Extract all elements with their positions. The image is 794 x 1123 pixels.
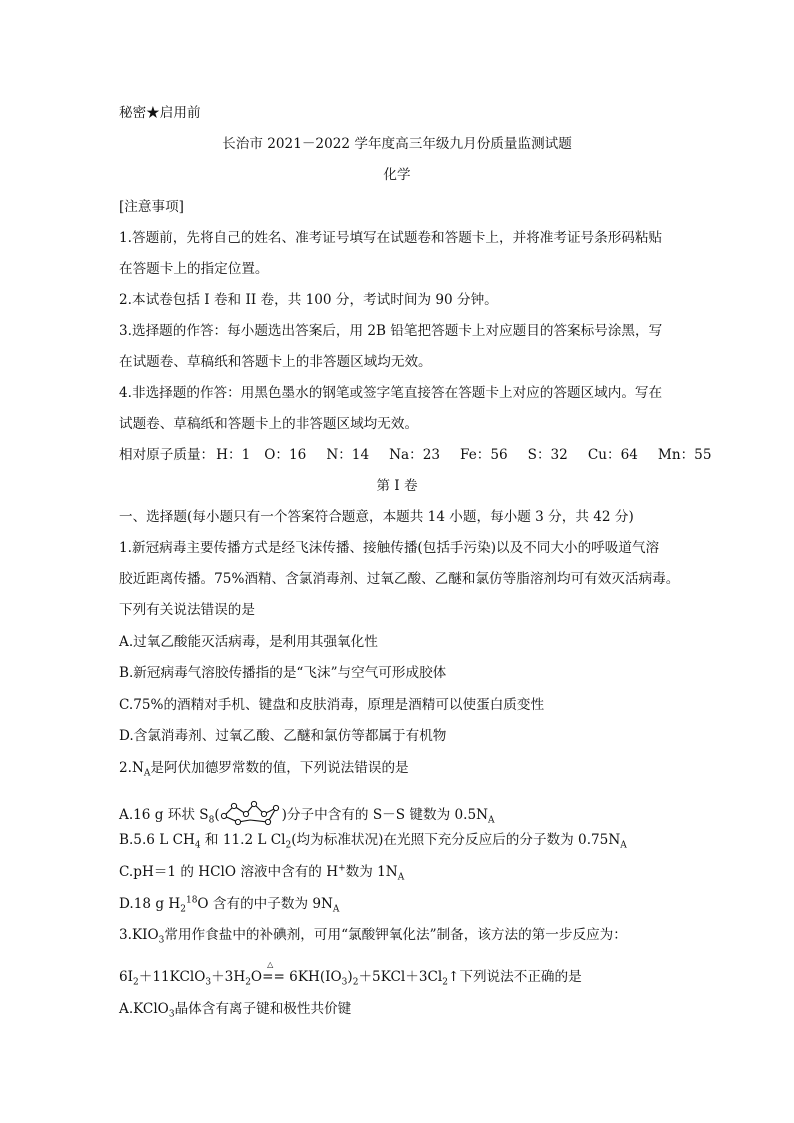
q2-option-d: D.18 g $H_2^{18}O$ 含有的中子数为 $9N_A$ (119, 895, 340, 915)
atomic-mass-item: Fe：56 (460, 447, 508, 463)
note-1-line-2: 在答题卡上的指定位置。 (119, 261, 269, 277)
q2-option-b: B.5.6 L $CH_4$ 和 11.2 L $Cl_2$(均为标准状况)在光照下充分反应后的分子数为 $0.75N_A$ (119, 832, 627, 851)
atomic-mass-item: Cu：64 (587, 447, 638, 463)
note-2: 2.本试卷包括 I 卷和 II 卷，共 100 分，考试时间为 90 分钟。 (119, 292, 498, 308)
q2-option-a: A.16 g 环状 $S_8$( )分子中含有的 S－S 键数为 $0.5N_A$ (119, 800, 495, 826)
q1-option-c: C.75%的酒精对手机、键盘和皮肤消毒，原理是酒精可以使蛋白质变性 (119, 697, 545, 713)
atomic-masses (119, 446, 711, 464)
atomic-mass-item: Mn：55 (657, 447, 712, 463)
atomic-mass-item: O：16 (264, 447, 307, 463)
confidential-mark: 秘密★启用前 (119, 105, 201, 121)
part-1-title: 第 I 卷 (376, 478, 418, 494)
note-1-line-1: 1.答题前，先将自己的姓名、准考证号填写在试题卷和答题卡上，并将准考证号条形码粘贴 (119, 230, 663, 246)
section-heading: 一、选择题(每小题只有一个答案符合题意，本题共 14 小题，每小题 3 分，共 42 分) (119, 509, 634, 525)
q2-option-c: C.pH＝1 的 HClO 溶液中含有的 H+数为 $1N_A$ (119, 863, 405, 883)
q1-stem-line-3: 下列有关说法错误的是 (119, 602, 255, 618)
atomic-masses-label: 相对原子质量： (119, 447, 215, 463)
q1-option-b: B.新冠病毒气溶胶传播指的是“飞沫”与空气可形成胶体 (119, 665, 447, 681)
exam-title: 长治市 2021－2022 学年度高三年级九月份质量监测试题 (222, 136, 572, 152)
q1-option-d: D.含氯消毒剂、过氧乙酸、乙醚和氯仿等都属于有机物 (119, 728, 447, 744)
atomic-mass-item: Na：23 (389, 447, 440, 463)
atomic-mass-item: N：14 (326, 447, 370, 463)
note-4-line-1: 4.非选择题的作答：用黑色墨水的钢笔或签字笔直接答在答题卡上对应的答题区域内。写在 (119, 385, 663, 401)
q1-option-a: A.过氧乙酸能灭活病毒，是利用其强氧化性 (119, 634, 378, 650)
note-4-line-2: 试题卷、草稿纸和答题卡上的非答题区域均无效。 (119, 416, 419, 432)
notes-heading: [注意事项] (119, 199, 184, 215)
q2-stem: $2.N_A$是阿伏加德罗常数的值，下列说法错误的是 (119, 760, 409, 779)
q3-equation: $6I_2+11KClO_3+3H_2O$ △ == $6KH(IO_3)_2+5KCl+3Cl_2↑$下列说法不正确的是 (119, 968, 582, 986)
subject-title: 化学 (383, 167, 411, 183)
atomic-mass-item: S：32 (527, 447, 568, 463)
s8-ring-structure-icon (220, 800, 282, 826)
q1-stem-line-1: 1.新冠病毒主要传播方式是经飞沫传播、接触传播(包括手污染)以及不同大小的呼吸道气溶 (119, 540, 660, 556)
q1-stem-line-2: 胶近距离传播。75%酒精、含氯消毒剂、过氧乙酸、乙醚和氯仿等脂溶剂均可有效灭活病毒。 (119, 571, 680, 587)
q3-option-a: A.KClO$_3$晶体含有离子键和极性共价键 (119, 1001, 352, 1020)
q3-stem: $3.KIO_3$常用作食盐中的补碘剂，可用“氯酸钾氧化法”制备，该方法的第一步反应为： (119, 927, 627, 946)
reaction-arrow: △ == (262, 968, 285, 986)
note-3-line-2: 在试题卷、草稿纸和答题卡上的非答题区域均无效。 (119, 354, 432, 370)
heat-condition: △ (267, 960, 274, 969)
atomic-mass-item: H：1 (216, 447, 251, 463)
note-3-line-1: 3.选择题的作答：每小题选出答案后，用 2B 铅笔把答题卡上对应题目的答案标号涂黑，写 (119, 323, 663, 339)
